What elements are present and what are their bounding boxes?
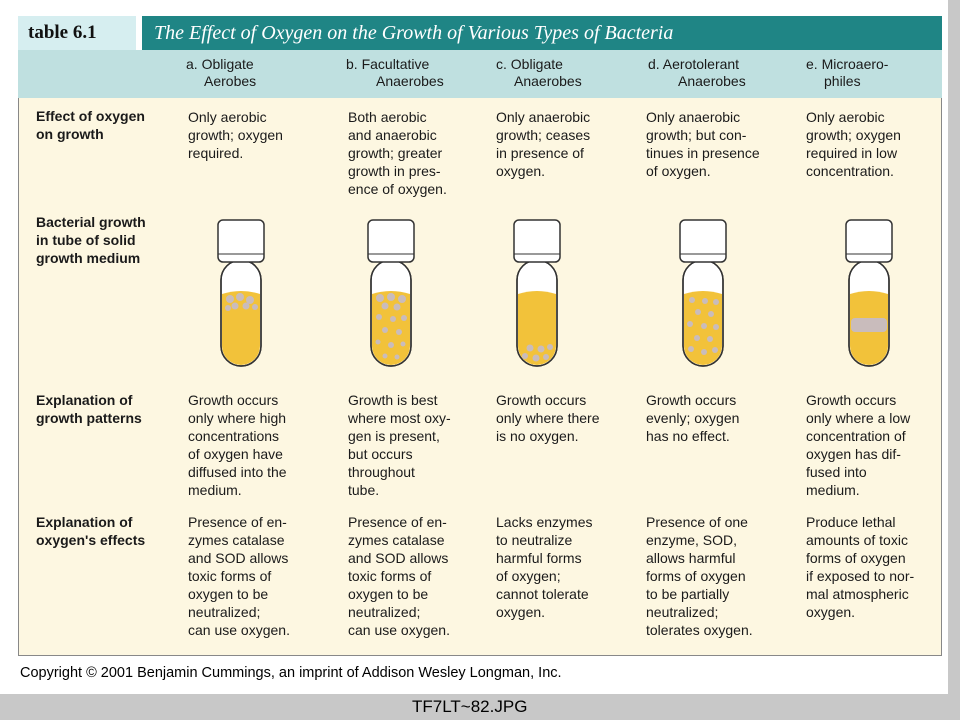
status-bar	[0, 694, 960, 720]
table-number: table 6.1	[18, 16, 142, 50]
cell-pattern-aerotolerant-anaerobes: Growth occurs evenly; oxygen has no effect.	[646, 392, 740, 444]
cell-effect-obligate-anaerobes: Only anaerobic growth; ceases in presence of oxygen.	[496, 109, 591, 179]
filename-label: TF7LT~82.JPG	[412, 697, 528, 716]
cell-pattern-obligate-aerobes: Growth occurs only where high concentrations of oxygen have diffused into the medium.	[188, 392, 287, 498]
tube-aerotolerant-anaerobes	[678, 214, 728, 372]
row-label-growth-patterns: Explanation of growth patterns	[36, 392, 142, 426]
cell-effect-microaerophiles: Only aerobic growth; oxygen required in low concentration.	[806, 109, 901, 179]
table-frame	[18, 16, 942, 656]
tube-microaerophiles	[844, 214, 894, 372]
cell-effect-aerotolerant-anaerobes: Only anaerobic growth; but con- tinues in presence of oxygen.	[646, 109, 760, 179]
row-label-oxygen-effects: Explanation of oxygen's effects	[36, 514, 146, 548]
window-edge	[948, 0, 960, 694]
table-title: The Effect of Oxygen on the Growth of Various Types of Bacteria	[142, 16, 942, 50]
cell-effects-aerotolerant-anaerobes: Presence of one enzyme, SOD, allows harmful forms of oxygen to be partially neutralized; tolerates oxygen.	[646, 514, 753, 638]
cell-effects-facultative-anaerobes: Presence of en- zymes catalase and SOD allows toxic forms of oxygen to be neutralized; can use oxygen.	[348, 514, 450, 638]
cell-effects-obligate-anaerobes: Lacks enzymes to neutralize harmful forms of oxygen; cannot tolerate oxygen.	[496, 514, 593, 620]
tube-obligate-anaerobes	[512, 214, 562, 372]
cell-effects-microaerophiles: Produce lethal amounts of toxic forms of oxygen if exposed to nor- mal atmospheric oxygen.	[806, 514, 915, 620]
copyright-notice: Copyright © 2001 Benjamin Cummings, an imprint of Addison Wesley Longman, Inc.	[20, 665, 562, 681]
cell-pattern-microaerophiles: Growth occurs only where a low concentration of oxygen has dif- fused into medium.	[806, 392, 911, 498]
cell-pattern-obligate-anaerobes: Growth occurs only where there is no oxygen.	[496, 392, 600, 444]
column-header-microaerophiles: e. Microaero- philes	[806, 56, 889, 89]
cell-effect-obligate-aerobes: Only aerobic growth; oxygen required.	[188, 109, 283, 161]
tube-facultative-anaerobes	[366, 214, 416, 372]
column-header-aerotolerant-anaerobes: d. Aerotolerant Anaerobes	[648, 56, 746, 89]
tube-obligate-aerobes	[216, 214, 266, 372]
row-label-effect-of-oxygen: Effect of oxygen on growth	[36, 108, 145, 142]
column-header-obligate-aerobes: a. Obligate Aerobes	[186, 56, 257, 89]
table-title-bar	[18, 16, 942, 50]
cell-pattern-facultative-anaerobes: Growth is best where most oxy- gen is present, but occurs throughout tube.	[348, 392, 451, 498]
row-label-bacterial-growth: Bacterial growth in tube of solid growth medium	[36, 214, 146, 266]
column-header-row	[18, 50, 942, 98]
cell-effects-obligate-aerobes: Presence of en- zymes catalase and SOD allows toxic forms of oxygen to be neutralized; can use oxygen.	[188, 514, 290, 638]
cell-effect-facultative-anaerobes: Both aerobic and anaerobic growth; greater growth in pres- ence of oxygen.	[348, 109, 447, 197]
tube-cap	[218, 220, 264, 262]
column-header-facultative-anaerobes: b. Facultative Anaerobes	[346, 56, 444, 89]
colony-band	[851, 318, 887, 332]
column-header-obligate-anaerobes: c. Obligate Anaerobes	[496, 56, 582, 89]
